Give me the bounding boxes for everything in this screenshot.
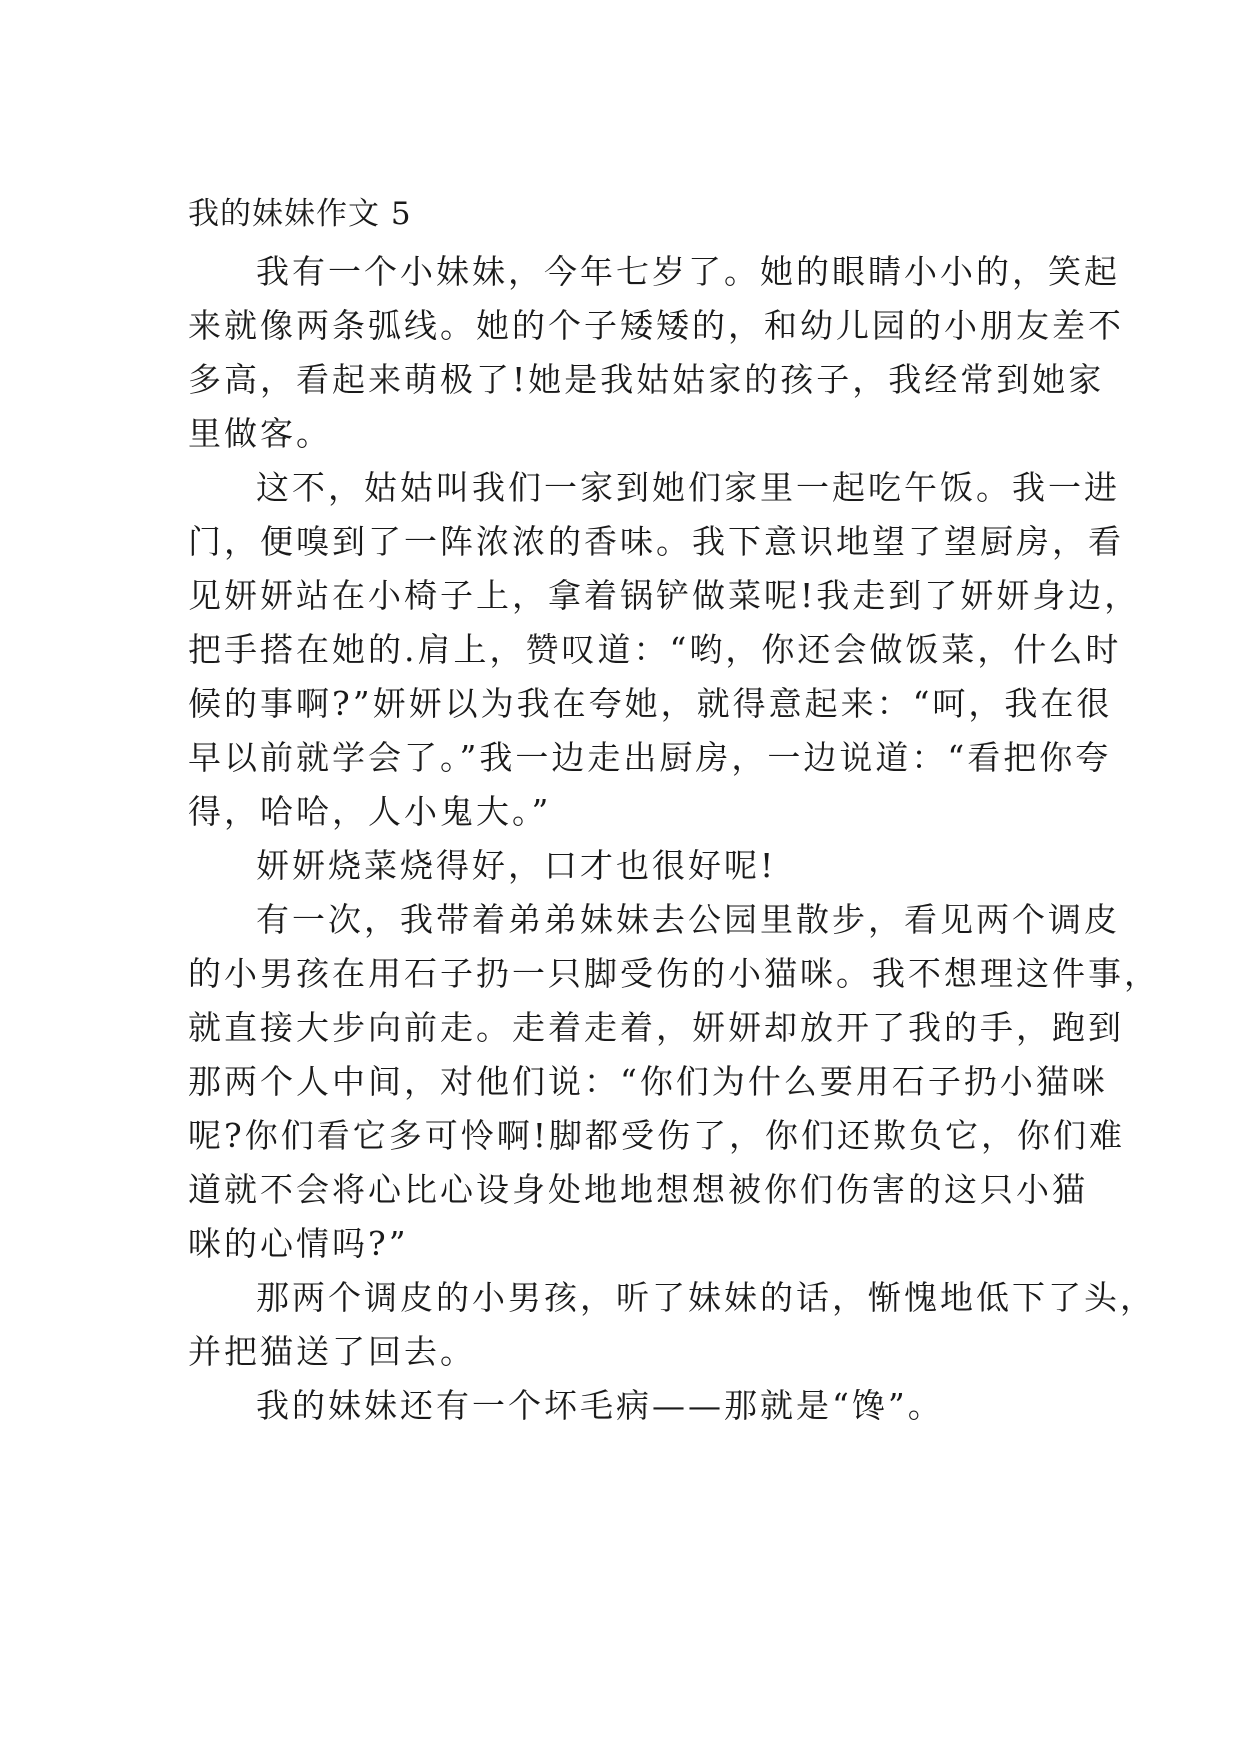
text-line: 就直接大步向前走。走着走着，妍妍却放开了我的手，跑到: [188, 1008, 1124, 1047]
text-line: 来就像两条弧线。她的个子矮矮的，和幼儿园的小朋友差不: [188, 306, 1124, 345]
text-line: 妍妍烧菜烧得好，口才也很好呢!: [256, 846, 777, 885]
text-line: 那两个调皮的小男孩，听了妹妹的话，惭愧地低下了头，: [256, 1278, 1156, 1317]
text-line: 早以前就学会了。”我一边走出厨房，一边说道：“看把你夸: [188, 738, 1112, 777]
text-line: 里做客。: [188, 414, 332, 453]
text-line: 咪的心情吗?”: [188, 1224, 409, 1263]
text-line: 门，便嗅到了一阵浓浓的香味。我下意识地望了望厨房，看: [188, 522, 1124, 561]
text-line: 我的妹妹还有一个坏毛病——那就是“馋”。: [256, 1386, 944, 1425]
text-line: 有一次，我带着弟弟妹妹去公园里散步，看见两个调皮: [256, 900, 1120, 939]
text-line: 见妍妍站在小椅子上，拿着锅铲做菜呢!我走到了妍妍身边，: [188, 576, 1141, 615]
text-line: 多高，看起来萌极了!她是我姑姑家的孩子，我经常到她家: [188, 360, 1105, 399]
text-line: 我有一个小妹妹，今年七岁了。她的眼睛小小的，笑起: [256, 252, 1120, 291]
text-line: 呢?你们看它多可怜啊!脚都受伤了，你们还欺负它，你们难: [188, 1116, 1125, 1155]
text-line: 并把猫送了回去。: [188, 1332, 476, 1371]
text-line: 候的事啊?”妍妍以为我在夸她，就得意起来：“呵，我在很: [188, 684, 1113, 723]
text-line: 道就不会将心比心设身处地地想想被你们伤害的这只小猫: [188, 1170, 1088, 1209]
text-line: 这不，姑姑叫我们一家到她们家里一起吃午饭。我一进: [256, 468, 1120, 507]
text-line: 把手搭在她的.肩上，赞叹道：“哟，你还会做饭菜，什么时: [188, 630, 1122, 669]
text-line: 那两个人中间，对他们说：“你们为什么要用石子扔小猫咪: [188, 1062, 1108, 1101]
text-line: 得，哈哈，人小鬼大。”: [188, 792, 552, 831]
document-title: 我的妹妹作文 5: [188, 196, 412, 232]
text-line: 的小男孩在用石子扔一只脚受伤的小猫咪。我不想理这件事，: [188, 954, 1160, 993]
